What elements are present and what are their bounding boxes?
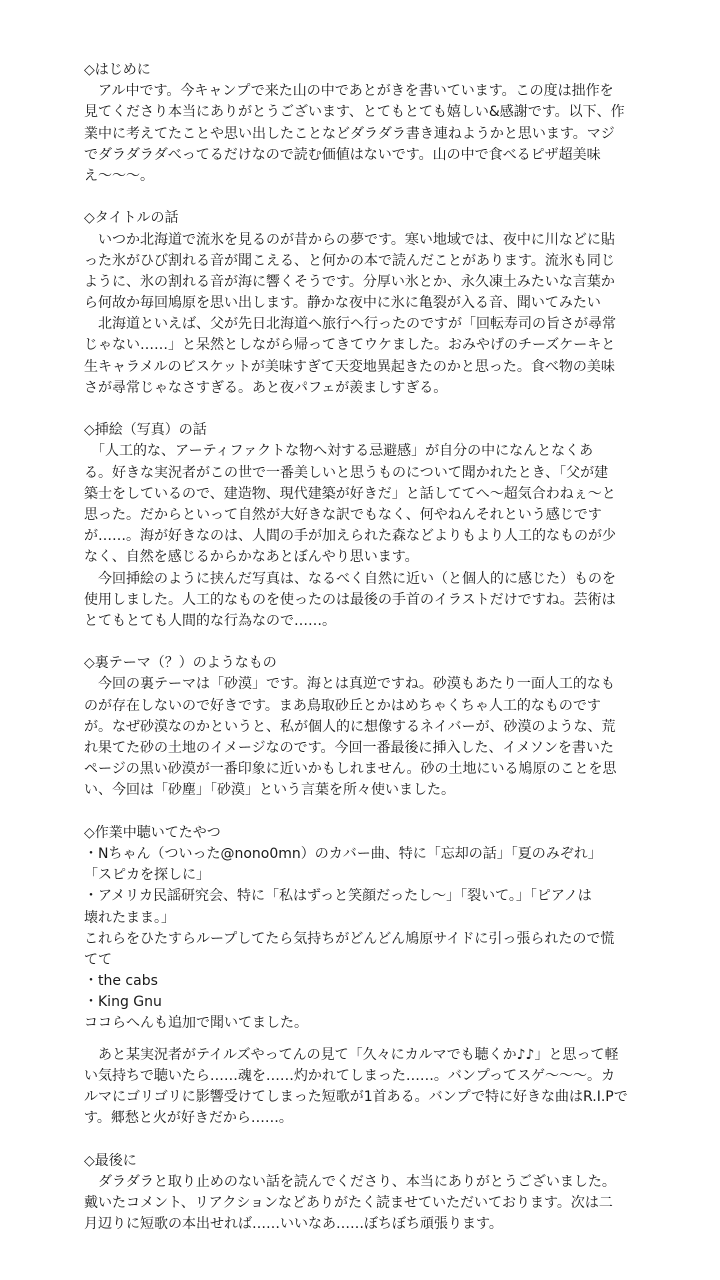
paragraph-line: 生キャラメルのビスケットが美味すぎて天変地異起きたのかと思った。食べ物の美味 xyxy=(84,358,615,375)
paragraph-line: さが尋常じゃなさすぎる。あと夜パフェが羨ましすぎる。 xyxy=(84,379,448,396)
paragraph-line: いつか北海道で流氷を見るのが昔からの夢です。寒い地域では、夜中に川などに貼 xyxy=(84,231,615,248)
paragraph-line: 北海道といえば、父が先日北海道へ旅行へ行ったのですが「回転寿司の旨さが尋常 xyxy=(84,316,616,333)
paragraph-line: が。なぜ砂漠なのかというと、私が個人的に想像するネイバーが、砂漠のような、荒 xyxy=(84,718,616,735)
paragraph-line: 今回の裏テーマは「砂漠」です。海とは真逆ですね。砂漠もあたり一面人工的なも xyxy=(84,676,615,693)
spacer xyxy=(84,399,640,420)
paragraph-line: のが存在しないので好きです。まあ鳥取砂丘とかはめちゃくちゃ人工的なものです xyxy=(84,697,601,714)
spacer xyxy=(84,802,640,823)
paragraph-line: 使用しました。人工的なものを使ったのは最後の手首のイラストだけですね。芸術は xyxy=(84,591,616,608)
section-heading: ◇作業中聴いてたやつ xyxy=(84,824,221,841)
section-heading: ◇タイトルの話 xyxy=(84,210,179,227)
paragraph-line: 見てくださり本当にありがとうございます、とてもとても嬉しい&感謝です。以下、作 xyxy=(84,104,625,121)
section-heading: ◇裏テーマ（？）のようなもの xyxy=(84,655,277,672)
paragraph-line: が……。海が好きなのは、人間の手が加えられた森などよりもより人工的なものが少 xyxy=(84,528,616,545)
paragraph-line: ・the cabs xyxy=(84,973,158,990)
paragraph-line: ルマにゴリゴリに影響受けてしまった短歌が1首ある。バンプで特に好きな曲はR.I.Pで xyxy=(84,1089,628,1105)
paragraph-line: い気持ちで聴いたら……魂を……灼かれてしまった……。バンプってスゲ〜〜〜。カ xyxy=(84,1067,616,1084)
paragraph-line: 「人工的な、アーティファクトな物へ対する忌避感」が自分の中になんとなくあ xyxy=(84,443,594,460)
paragraph-line: ページの黒い砂漠が一番印象に近いかもしれません。砂の土地にいる鳩原のことを思 xyxy=(84,761,617,778)
paragraph-line: ように、氷の割れる音が海に響くそうです。分厚い氷とか、永久凍土みたいな言葉か xyxy=(84,273,615,290)
paragraph-line: ココらへんも追加で聞いてました。 xyxy=(84,1015,308,1032)
paragraph-line: てて xyxy=(84,951,112,968)
spacer xyxy=(84,1035,640,1045)
paragraph-line: す。郷愁と火が好きだから……。 xyxy=(84,1110,293,1127)
paragraph-line: じゃない……」と呆然としながら帰ってきてウケました。おみやげのチーズケーキと xyxy=(84,337,616,354)
section-closing xyxy=(84,1151,640,1236)
paragraph-line: アル中です。今キャンプで来た山の中であとがきを書いています。この度は拙作を xyxy=(84,83,614,100)
paragraph-line: る。好きな実況者がこの世で一番美しいと思うものについて聞かれたとき、「父が建 xyxy=(84,464,609,481)
paragraph-line: 今回挿絵のように挟んだ写真は、なるべく自然に近い（と個人的に感じた）ものを xyxy=(84,570,616,587)
paragraph-line: 「スピカを探しに」 xyxy=(84,867,210,884)
section-heading: ◇挿絵（写真）の話 xyxy=(84,422,207,439)
paragraph-line: 月辺りに短歌の本出せれば……いいなあ……ぼちぼち頑張ります。 xyxy=(84,1216,503,1233)
section-heading: ◇はじめに xyxy=(84,62,151,78)
paragraph-line: ら何故か毎回鳩原を思い出します。静かな夜中に氷に亀裂が入る音、聞いてみたい xyxy=(84,295,601,312)
paragraph-line: ダラダラと取り止めのない話を読んでくださり、本当にありがとうございました。 xyxy=(84,1173,616,1190)
section-heading: ◇最後に xyxy=(84,1152,137,1169)
section-introduction xyxy=(84,60,640,187)
paragraph-line: なく、自然を感じるからかなあとぼんやり思います。 xyxy=(84,549,419,566)
spacer xyxy=(84,187,640,208)
paragraph-line: 壊れたまま。」 xyxy=(84,909,175,926)
paragraph-line: 業中に考えてたことや思い出したことなどダラダラ書き連ねようかと思います。マジ xyxy=(84,125,615,142)
paragraph-line: でダラダラダべってるだけなので読む価値はないです。山の中で食べるピザ超美味 xyxy=(84,146,601,163)
paragraph-line: ・King Gnu xyxy=(84,994,162,1011)
paragraph-line: れ果てた砂の土地のイメージなのです。今回一番最後に挿入した、イメソンを書いた xyxy=(84,740,614,756)
section-title-story xyxy=(84,208,640,399)
paragraph-line: い、今回は「砂塵」「砂漠」という言葉を所々使いました。 xyxy=(84,782,455,799)
paragraph-line: 思った。だからといって自然が大好きな訳でもなく、何やねんそれという感じです xyxy=(84,506,602,523)
section-hidden-theme xyxy=(84,653,640,801)
paragraph-line: これらをひたすらループしてたら気持ちがどんどん鳩原サイドに引っ張られたので慌 xyxy=(84,930,615,947)
section-illustration-story xyxy=(84,420,640,632)
paragraph-line: あと某実況者がテイルズやってんの見て「久々にカルマでも聴くか♪♪」と思って軽 xyxy=(84,1046,619,1063)
section-music-list xyxy=(84,823,640,1130)
afterword-document xyxy=(84,60,640,1235)
spacer xyxy=(84,632,640,653)
paragraph-line: 戴いたコメント、リアクションなどありがたく読ませていただいております。次は二 xyxy=(84,1194,613,1211)
paragraph-line: 築士をしているので、建造物、現代建築が好きだ」と話しててへ〜超気合わねぇ〜と xyxy=(84,485,616,502)
paragraph-line: とてもとても人間的な行為なので……。 xyxy=(84,612,336,629)
spacer xyxy=(84,1129,640,1150)
paragraph-line: ・アメリカ民謡研究会、特に「私はずっと笑顔だったし〜」「裂いて。」「ピアノは xyxy=(84,888,592,905)
paragraph-line: った氷がひび割れる音が聞こえる、と何かの本で読んだことがあります。流氷も同じ xyxy=(84,252,615,269)
paragraph-line: ・Nちゃん（ついった@nono0mn）のカバー曲、特に「忘却の話」「夏のみぞれ」 xyxy=(84,845,602,862)
paragraph-line: え〜〜〜。 xyxy=(84,167,154,184)
